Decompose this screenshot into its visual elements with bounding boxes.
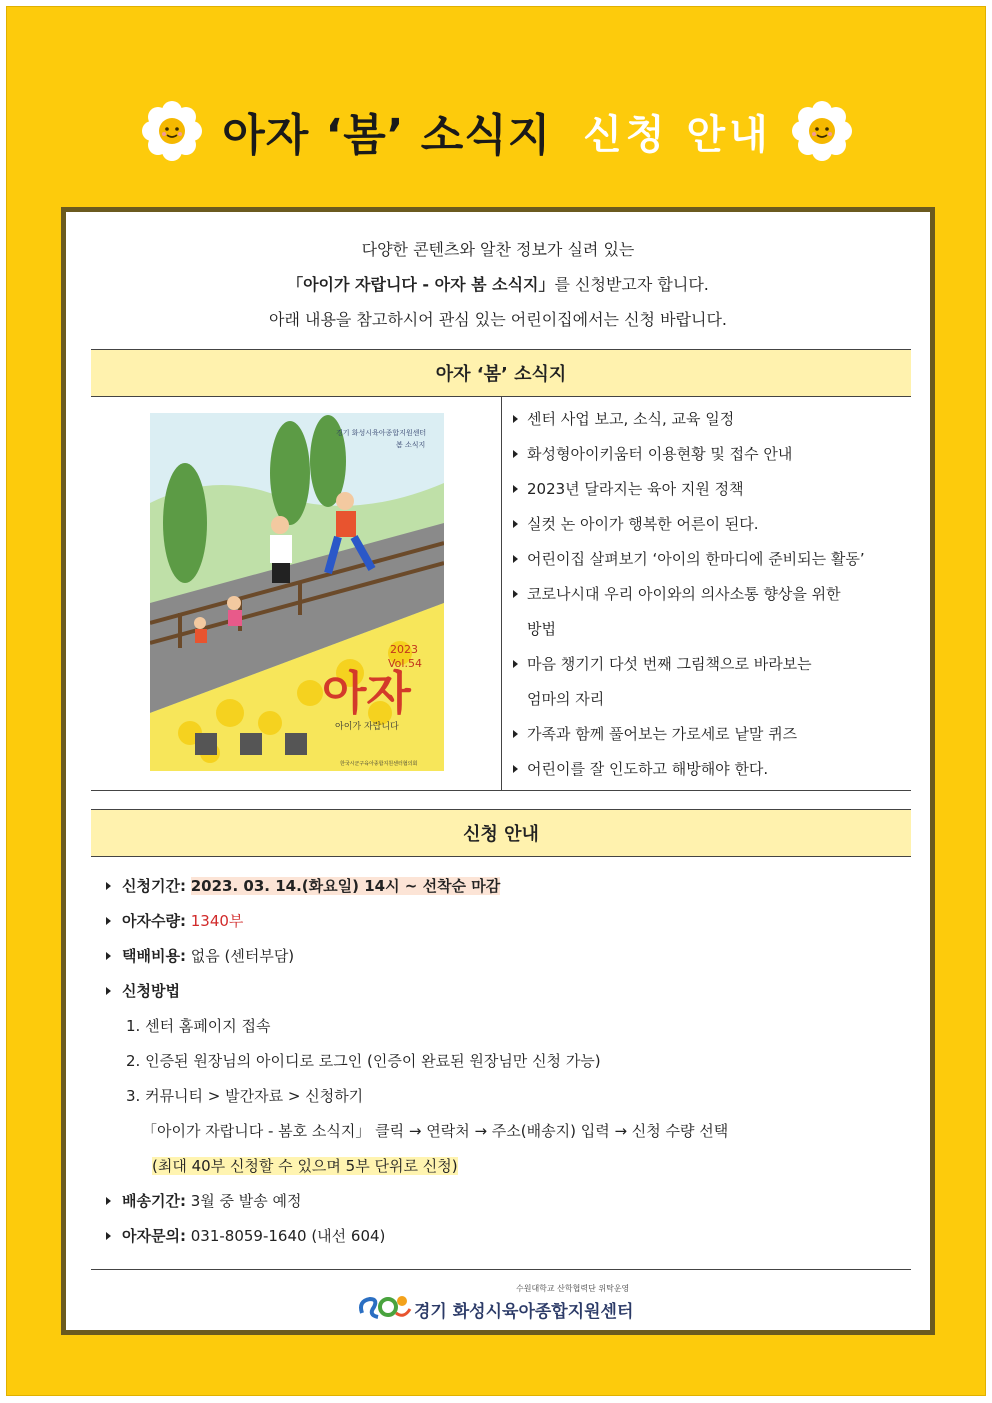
cover-subtitle: 아이가 자랍니다 [335,722,399,732]
method-step: 3. 커뮤니티 > 발간자료 > 신청하기 [126,1087,364,1105]
fee-row: 택배비용: 없음 (센터부담) [102,939,902,974]
triangle-bullet-icon [513,765,518,773]
triangle-bullet-icon [513,555,518,563]
list-item: 코로나시대 우리 아이와의 의사소통 향상을 위한 방법 [511,577,906,647]
footer-operator: 수원대학교 산학협력단 위탁운영 [516,1284,630,1293]
triangle-bullet-icon [513,415,518,423]
triangle-bullet-icon [106,1197,111,1205]
triangle-bullet-icon [513,730,518,738]
triangle-bullet-icon [106,987,111,995]
flower-icon [140,99,204,163]
quantity-value: 1340부 [190,912,244,930]
section-header-newsletter: 아자 ‘봄’ 소식지 [91,349,911,397]
intro-text [66,232,930,337]
contact-value: 031-8059-1640 (내선 604) [190,1227,386,1245]
shipping-row: 배송기간: 3월 중 발송 예정 [102,1184,902,1219]
method-step: 2. 인증된 원장님의 아이디로 로그인 (인증이 완료된 원장님만 신청 가능) [126,1052,601,1070]
method-step: 1. 센터 홈페이지 접속 [126,1017,271,1035]
vertical-divider [501,396,502,790]
period-row: 신청기간: 2023. 03. 14.(화요일) 14시 ~ 선착순 마감 [102,869,902,904]
flower-icon [790,99,854,163]
footer-divider [91,1269,911,1270]
footer-logo [356,1277,666,1327]
newsletter-name: 「아이가 자랍니다 - 아자 봄 소식지」 [287,275,555,294]
cover-publisher: 한국시군구육아종합지원센터협의회 [340,761,418,767]
section-header-apply: 신청 안내 [91,809,911,857]
triangle-bullet-icon [513,520,518,528]
intro-line: 아래 내용을 참고하시어 관심 있는 어린이집에서는 신청 바랍니다. [268,310,727,329]
cover-org: 경기 화성시육아종합지원센터 [336,429,427,437]
triangle-bullet-icon [513,590,518,598]
contact-row: 아자문의: 031-8059-1640 (내선 604) [102,1219,902,1254]
triangle-bullet-icon [513,660,518,668]
triangle-bullet-icon [106,952,111,960]
poster-background [6,6,986,1396]
triangle-bullet-icon [513,450,518,458]
intro-line: 다양한 콘텐츠와 알찬 정보가 실려 있는 [361,240,635,259]
list-item: 어린이집 살펴보기 ‘아이의 한마디에 준비되는 활동’ [511,542,906,577]
contents-list [511,402,906,787]
footer-center-name: 경기 화성시육아종합지원센터 [414,1302,634,1322]
list-item: 화성형아이키움터 이용현황 및 접수 안내 [511,437,906,472]
title-row [7,95,987,167]
intro-line [66,267,930,302]
apply-info [102,869,902,1254]
list-item: 가족과 함께 풀어보는 가로세로 낱말 퀴즈 [511,717,906,752]
newsletter-cover-image [150,413,444,771]
center-logo-icon [356,1289,412,1325]
triangle-bullet-icon [106,917,111,925]
content-card [61,207,935,1335]
list-item: 실컷 논 아이가 행복한 어른이 된다. [511,507,906,542]
shipping-value: 3월 중 발송 예정 [190,1192,302,1210]
cover-vol: Vol.54 [388,657,422,670]
list-item: 2023년 달라지는 육아 지원 정책 [511,472,906,507]
cover-edition: 봄 소식지 [396,441,426,449]
cover-big-title: 아자 [322,666,411,720]
page-title: 아자 ‘봄’ 소식지 [222,110,552,161]
triangle-bullet-icon [106,882,111,890]
list-item: 어린이를 잘 인도하고 해방해야 한다. [511,752,906,787]
fee-value: 없음 (센터부담) [190,947,295,965]
list-item: 센터 사업 보고, 소식, 교육 일정 [511,402,906,437]
newsletter-body [91,396,911,791]
period-value: 2023. 03. 14.(화요일) 14시 ~ 선착순 마감 [190,877,501,895]
triangle-bullet-icon [513,485,518,493]
page-subtitle: 신청 안내 [583,111,772,158]
cover-year: 2023 [390,643,418,656]
quantity-row: 아자수량: 1340부 [102,904,902,939]
method-step-note: (최대 40부 신청할 수 있으며 5부 단위로 신청) [152,1157,458,1175]
method-step-detail: 「아이가 자랍니다 - 봄호 소식지」 클릭 → 연락처 → 주소(배송지) 입력 → 신청 수량 선택 [142,1122,729,1140]
method-row: 신청방법 [102,974,902,1009]
triangle-bullet-icon [106,1232,111,1240]
list-item: 마음 챙기기 다섯 번째 그림책으로 바라보는 엄마의 자리 [511,647,906,717]
intro-line-rest: 를 신청받고자 합니다. [554,275,709,294]
